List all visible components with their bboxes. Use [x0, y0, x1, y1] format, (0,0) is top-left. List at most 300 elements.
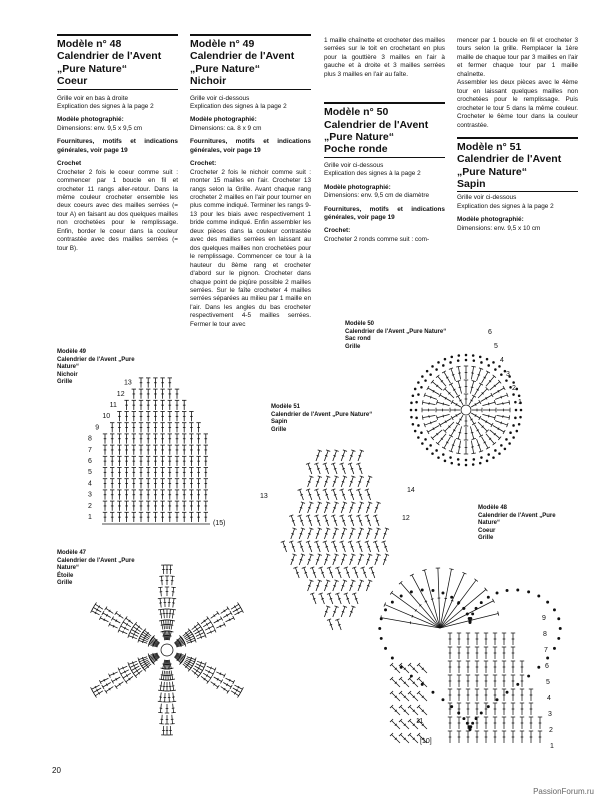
- row-number: 5: [494, 343, 498, 350]
- stitch-dot: [418, 394, 420, 396]
- stitch-symbol: [334, 520, 336, 521]
- watermark: PassionForum.ru: [533, 787, 594, 796]
- row-number: 12: [402, 515, 410, 522]
- stitch-symbol: [132, 636, 133, 638]
- stitch-dot: [553, 609, 555, 611]
- stitch-symbol: [351, 494, 353, 495]
- stitch-dot: [499, 453, 501, 455]
- stitch-symbol: [325, 507, 327, 508]
- stitch-symbol: [471, 432, 474, 433]
- column-model-48: [57, 34, 178, 258]
- stitch-symbol: [355, 572, 357, 573]
- star-chart: [72, 555, 272, 755]
- magic-ring: [461, 405, 471, 415]
- model-48-line3: „Pure Nature“: [57, 62, 128, 75]
- stitch-symbol: [325, 520, 327, 521]
- stitch-symbol: [230, 611, 232, 615]
- stitch-dot: [410, 675, 412, 677]
- stitch-symbol: [104, 619, 105, 621]
- stitch-symbol: [451, 600, 453, 601]
- model-48-explanation: Explication des signes à la page 2: [57, 102, 154, 110]
- stitch-dot: [465, 354, 467, 356]
- stitch-symbol: [325, 546, 327, 547]
- stitch-dot: [513, 437, 515, 439]
- stitch-dot: [458, 712, 460, 714]
- stitch-symbol: [350, 481, 352, 482]
- stitch-symbol: [201, 662, 202, 664]
- stitch-dot: [436, 450, 438, 452]
- row-number: 9: [542, 615, 546, 622]
- stitch-symbol: [122, 620, 124, 624]
- model-51-photo-heading: Modèle photographié:: [457, 216, 524, 224]
- stitch-dot: [400, 595, 402, 597]
- model-48-title: Modèle n° 48: [57, 38, 122, 50]
- stitch-dot: [514, 417, 516, 419]
- model-51-line3: „Pure Nature“: [457, 165, 528, 178]
- row-number: 10: [102, 413, 111, 421]
- stitch-symbol: [133, 664, 134, 666]
- stitch-symbol: [472, 423, 476, 425]
- stitch-dot: [506, 380, 508, 382]
- model-50-grille: Grille voir ci-dessous: [324, 161, 384, 169]
- stitch-dot: [432, 691, 434, 693]
- stitch-symbol: [309, 520, 311, 521]
- stitch-symbol: [230, 685, 232, 689]
- stitch-symbol: [158, 690, 162, 691]
- stitch-symbol: [342, 494, 344, 495]
- stitch-symbol: [479, 435, 483, 437]
- stitch-dot: [504, 448, 506, 450]
- stitch-symbol: [102, 685, 104, 689]
- model-49-explanation: Explication des signes à la page 2: [190, 102, 287, 110]
- stitch-symbol: [220, 617, 222, 621]
- chain-count: (15): [213, 520, 226, 527]
- model-49-line3: „Pure Nature“: [190, 62, 261, 75]
- stitch-dot: [458, 464, 460, 466]
- row-number: 4: [88, 480, 92, 488]
- stitch-symbol: [132, 662, 133, 664]
- stitch-symbol: [191, 641, 192, 643]
- stitch-symbol: [283, 546, 285, 547]
- diagram-47-label: Modèle 47 Calendrier de l'Avent „Pure Nature“ Étoile Grille: [57, 550, 135, 586]
- stitch-dot: [479, 462, 481, 464]
- stitch-dot: [493, 361, 495, 363]
- stitch-dot: [458, 355, 460, 357]
- stitch-symbol: [412, 615, 413, 617]
- stitch-symbol: [342, 468, 344, 469]
- stitch-symbol: [338, 598, 340, 599]
- stitch-symbol: [94, 602, 96, 606]
- stitch-symbol: [452, 374, 454, 375]
- stitch-symbol: [359, 520, 361, 521]
- stitch-symbol: [375, 507, 377, 508]
- model-51-title: Modèle n° 51: [457, 140, 522, 153]
- stitch-symbol: [359, 468, 361, 469]
- stitch-dot: [488, 365, 490, 367]
- stitch-symbol: [325, 468, 327, 469]
- model-49-line2: Calendrier de l'Avent: [190, 50, 295, 63]
- round-pouch-chart: [406, 318, 556, 508]
- column-model-51: [457, 37, 578, 238]
- stitch-dot: [515, 409, 517, 411]
- row-number: 6: [488, 329, 492, 336]
- stitch-dot: [465, 464, 467, 466]
- stitch-symbol: [171, 620, 175, 621]
- stitch-symbol: [210, 620, 212, 624]
- stitch-dot: [538, 595, 540, 597]
- model-50-line3: „Pure Nature“: [324, 131, 395, 144]
- stitch-symbol: [342, 533, 344, 534]
- stitch-dot: [514, 401, 516, 403]
- model-50-crochet-text: Crocheter 2 ronds comme suit : com-: [324, 235, 430, 243]
- stitch-symbol: [330, 598, 332, 599]
- stitch-symbol: [451, 416, 453, 420]
- stitch-symbol: [217, 685, 220, 689]
- stitch-symbol: [123, 667, 124, 669]
- stitch-symbol: [430, 422, 431, 424]
- stitch-symbol: [333, 507, 335, 508]
- heading-model-49: [190, 34, 311, 90]
- stitch-symbol: [317, 507, 319, 508]
- stitch-symbol: [296, 572, 298, 573]
- stitch-symbol: [207, 616, 210, 619]
- stitch-dot: [380, 637, 382, 639]
- stitch-dot: [513, 425, 515, 427]
- stitch-symbol: [125, 680, 128, 683]
- stitch-dot: [451, 706, 453, 708]
- stitch-symbol: [313, 598, 315, 599]
- stitch-dot: [487, 596, 489, 598]
- stitch-dot: [415, 409, 417, 411]
- stitch-dot: [432, 365, 434, 367]
- stitch-symbol: [501, 396, 502, 398]
- heading-model-51: [457, 137, 578, 193]
- stitch-symbol: [308, 559, 310, 560]
- stitch-symbol: [317, 546, 319, 547]
- stitch-dot: [553, 647, 555, 649]
- model-51-dimensions: Dimensions: env. 9,5 x 10 cm: [457, 224, 541, 232]
- stitch-symbol: [427, 386, 429, 390]
- row-number: 8: [543, 631, 547, 638]
- stitch-dot: [444, 358, 446, 360]
- stitch-symbol: [351, 520, 353, 521]
- stitch-symbol: [300, 559, 302, 560]
- stitch-dot: [466, 722, 468, 724]
- stitch-symbol: [479, 416, 481, 420]
- stitch-symbol: [325, 559, 327, 560]
- stitch-symbol: [227, 690, 229, 694]
- stitch-symbol: [346, 598, 348, 599]
- stitch-symbol: [217, 611, 220, 615]
- stitch-symbol: [317, 533, 319, 534]
- stitch-symbol: [317, 481, 319, 482]
- stitch-symbol: [367, 520, 369, 521]
- stitch-dot: [438, 361, 440, 363]
- row-number: 1: [518, 399, 522, 406]
- column-model-50: [324, 37, 445, 249]
- stitch-symbol: [325, 455, 327, 456]
- stitch-dot: [463, 717, 465, 719]
- stitch-dot: [380, 618, 382, 620]
- stitch-dot: [465, 359, 467, 361]
- stitch-symbol: [342, 585, 344, 586]
- stitch-symbol: [478, 374, 480, 375]
- diagram-50-label: Modèle 50 Calendrier de l'Avent „Pure Nature“ Sac rond Grille: [345, 321, 447, 350]
- stitch-dot: [518, 423, 520, 425]
- stitch-dot: [528, 675, 530, 677]
- stitch-symbol: [359, 455, 361, 456]
- stitch-dot: [426, 370, 428, 372]
- stitch-symbol: [472, 395, 476, 397]
- model-49-subtitle: Nichoir: [190, 75, 311, 89]
- row-number: 4: [547, 695, 551, 702]
- stitch-symbol: [113, 625, 114, 627]
- stitch-dot: [500, 374, 502, 376]
- stitch-symbol: [430, 396, 431, 398]
- stitch-symbol: [491, 423, 493, 427]
- stitch-dot: [416, 417, 418, 419]
- stitch-symbol: [471, 366, 475, 367]
- stitch-symbol: [317, 559, 319, 560]
- stitch-dot: [442, 699, 444, 701]
- stitch-symbol: [501, 422, 502, 424]
- stitch-symbol: [308, 481, 310, 482]
- stitch-dot: [450, 362, 452, 364]
- row-number: 8: [88, 435, 92, 443]
- stitch-symbol: [122, 676, 124, 680]
- model-48-subtitle: Coeur: [57, 75, 178, 89]
- stitch-symbol: [439, 423, 441, 427]
- stitch-symbol: [321, 598, 323, 599]
- stitch-symbol: [479, 400, 481, 404]
- stitch-dot: [463, 607, 465, 609]
- stitch-symbol: [342, 507, 344, 508]
- stitch-symbol: [309, 546, 311, 547]
- model-50-dimensions: Dimensions: env. 9,5 cm de diamètre: [324, 192, 430, 200]
- stitch-dot: [432, 589, 434, 591]
- stitch-symbol: [351, 546, 353, 547]
- stitch-dot: [466, 613, 468, 615]
- stitch-symbol: [199, 633, 200, 635]
- stitch-symbol: [488, 403, 489, 406]
- stitch-dot: [379, 627, 381, 629]
- stitch-dot: [481, 362, 483, 364]
- magic-ring: [161, 644, 173, 656]
- row-number: 7: [88, 446, 92, 454]
- stitch-dot: [384, 609, 386, 611]
- stitch-symbol: [384, 533, 386, 534]
- row-number: 12: [116, 390, 125, 398]
- stitch-symbol: [317, 494, 319, 495]
- column-model-49: [190, 34, 311, 334]
- stitch-symbol: [171, 625, 174, 626]
- model-48-crochet-text: Crocheter 2 fois le coeur comme suit : commencer par 1 boucle en fil et crocheter 11 rangs aller-retour. Dans la même couleur crocheter ensemble les deux coeurs avec des mailles serrées (= tour A) en faisant au dos quelques mailles non crochetées pour le remplissage. Enfin, border le coeur dans la couleur contrastée avec des mailles serrées (= tour B).: [57, 168, 178, 252]
- stitch-dot: [457, 360, 459, 362]
- stitch-dot: [391, 657, 393, 659]
- stitch-dot: [473, 458, 475, 460]
- stitch-dot: [410, 591, 412, 593]
- stitch-symbol: [342, 559, 344, 560]
- stitch-dot: [414, 388, 416, 390]
- model-51-explanation: Explication des signes à la page 2: [457, 202, 554, 210]
- stitch-symbol: [113, 673, 114, 675]
- row-number: 2: [549, 727, 553, 734]
- stitch-symbol: [334, 494, 336, 495]
- stitch-symbol: [317, 520, 319, 521]
- stitch-symbol: [300, 546, 302, 547]
- stitch-dot: [469, 620, 471, 622]
- stitch-dot: [506, 438, 508, 440]
- stitch-symbol: [292, 546, 294, 547]
- row-number: 5: [88, 469, 92, 477]
- stitch-symbol: [338, 624, 340, 625]
- stitch-dot: [442, 454, 444, 456]
- stitch-dot: [494, 369, 496, 371]
- stitch-symbol: [503, 386, 505, 390]
- stitch-symbol: [102, 611, 104, 615]
- row-number: 6: [545, 663, 549, 670]
- model-49-crochet-continued: 1 maille chaînette et crocheter des mailles serrées sur le toit en crochetant en plus pour la gouttière 3 mailles en l'air à gauche et à droite et 3 mailles serrées plus 3 mailles en l'air au faîte.: [324, 37, 445, 78]
- stitch-dot: [547, 657, 549, 659]
- stitch-symbol: [300, 533, 302, 534]
- stitch-symbol: [158, 701, 162, 702]
- stitch-symbol: [338, 572, 340, 573]
- stitch-symbol: [350, 585, 352, 586]
- model-49-dimensions: Dimensions: ca. 8 x 9 cm: [190, 124, 262, 132]
- stitch-symbol: [488, 415, 489, 418]
- row-number: 7: [544, 647, 548, 654]
- stitch-symbol: [105, 607, 107, 611]
- stitch-dot: [547, 601, 549, 603]
- stitch-dot: [520, 409, 522, 411]
- stitch-symbol: [207, 680, 210, 683]
- stitch-dot: [444, 460, 446, 462]
- stitch-symbol: [309, 468, 311, 469]
- stitch-dot: [513, 394, 515, 396]
- stitch-symbol: [227, 607, 229, 611]
- stitch-symbol: [330, 572, 332, 573]
- stitch-symbol: [471, 453, 475, 454]
- stitch-dot: [513, 382, 515, 384]
- stitch-dot: [500, 444, 502, 446]
- stitch-dot: [558, 637, 560, 639]
- stitch-dot: [426, 448, 428, 450]
- stitch-symbol: [172, 598, 176, 599]
- stitch-symbol: [503, 430, 505, 434]
- stitch-dot: [520, 416, 522, 418]
- stitch-symbol: [498, 611, 499, 615]
- stitch-symbol: [291, 559, 293, 560]
- stitch-dot: [432, 453, 434, 455]
- stitch-symbol: [431, 599, 434, 600]
- stitch-symbol: [479, 383, 483, 385]
- stitch-symbol: [486, 371, 490, 373]
- stitch-symbol: [359, 481, 361, 482]
- model-50-crochet-continued: mencer par 1 boucle en fil et crocheter 3 tours selon la grille. Remplacer la 1ère maille de chaque tour par 3 mailles en l'air et fermer chaque tour par 1 maille chaînette.: [457, 37, 578, 78]
- stitch-dot: [391, 601, 393, 603]
- stitch-dot: [528, 591, 530, 593]
- stitch-dot: [481, 457, 483, 459]
- stitch-symbol: [351, 468, 353, 469]
- stitch-symbol: [161, 675, 164, 676]
- row-number: 3: [548, 711, 552, 718]
- stitch-dot: [412, 395, 414, 397]
- stitch-dot: [412, 423, 414, 425]
- stitch-dot: [438, 457, 440, 459]
- stitch-symbol: [308, 507, 310, 508]
- stitch-symbol: [456, 366, 460, 367]
- row-number: 2: [88, 502, 92, 510]
- stitch-dot: [510, 432, 512, 434]
- stitch-symbol: [317, 585, 319, 586]
- stitch-symbol: [313, 572, 315, 573]
- row-number: 1: [550, 743, 554, 750]
- row-number: 3: [506, 371, 510, 378]
- row-number: 2: [512, 385, 516, 392]
- model-49-photo-heading: Modèle photographié:: [190, 116, 257, 124]
- stitch-symbol: [210, 667, 211, 669]
- row-number: 9: [95, 424, 100, 432]
- stitch-symbol: [158, 598, 162, 599]
- page-number: 20: [52, 766, 61, 775]
- model-48-photo-heading: Modèle photographié:: [57, 116, 124, 124]
- stitch-symbol: [308, 533, 310, 534]
- stitch-dot: [473, 360, 475, 362]
- stitch-symbol: [350, 533, 352, 534]
- row-number: 11: [109, 402, 117, 409]
- model-51-subtitle: Sapin: [457, 178, 578, 192]
- stitch-dot: [472, 464, 474, 466]
- stitch-symbol: [355, 598, 357, 599]
- model-51-grille: Grille voir ci-dessous: [457, 194, 517, 202]
- row-number: 14: [407, 487, 415, 494]
- stitch-symbol: [342, 481, 344, 482]
- stitch-symbol: [300, 520, 302, 521]
- stitch-symbol: [359, 507, 361, 508]
- stitch-dot: [411, 402, 413, 404]
- stitch-symbol: [375, 533, 377, 534]
- stitch-symbol: [210, 631, 211, 633]
- stitch-symbol: [342, 455, 344, 456]
- model-49-title: Modèle n° 49: [190, 38, 255, 50]
- stitch-symbol: [478, 445, 480, 446]
- model-50-line2: Calendrier de l'Avent: [324, 118, 429, 131]
- stitch-symbol: [238, 694, 240, 698]
- stitch-symbol: [442, 371, 446, 373]
- stitch-symbol: [422, 415, 423, 419]
- stitch-dot: [472, 613, 474, 615]
- stitch-symbol: [456, 395, 460, 397]
- stitch-symbol: [325, 494, 327, 495]
- stitch-symbol: [367, 533, 369, 534]
- model-50-assembly-text: Assembler les deux pièces avec le 4ème tour en laissant quelques mailles non crochetées pour le remplissage. Puis crocheter le tour 5 dans la même couleur. Crocheter le 6ème tour dans la couleur contrastée.: [457, 79, 578, 129]
- stitch-symbol: [115, 611, 118, 615]
- stitch-symbol: [359, 494, 361, 495]
- stitch-dot: [458, 601, 460, 603]
- stitch-symbol: [325, 611, 327, 612]
- stitch-symbol: [390, 591, 393, 595]
- stitch-symbol: [291, 533, 293, 534]
- stitch-symbol: [452, 445, 454, 446]
- stitch-symbol: [443, 415, 444, 418]
- stitch-dot: [496, 592, 498, 594]
- stitch-dot: [425, 438, 427, 440]
- model-49-crochet-heading: Crochet:: [190, 160, 217, 168]
- stitch-symbol: [509, 415, 510, 419]
- stitch-dot: [400, 666, 402, 668]
- model-50-crochet-heading: Crochet:: [324, 227, 351, 235]
- stitch-symbol: [367, 494, 369, 495]
